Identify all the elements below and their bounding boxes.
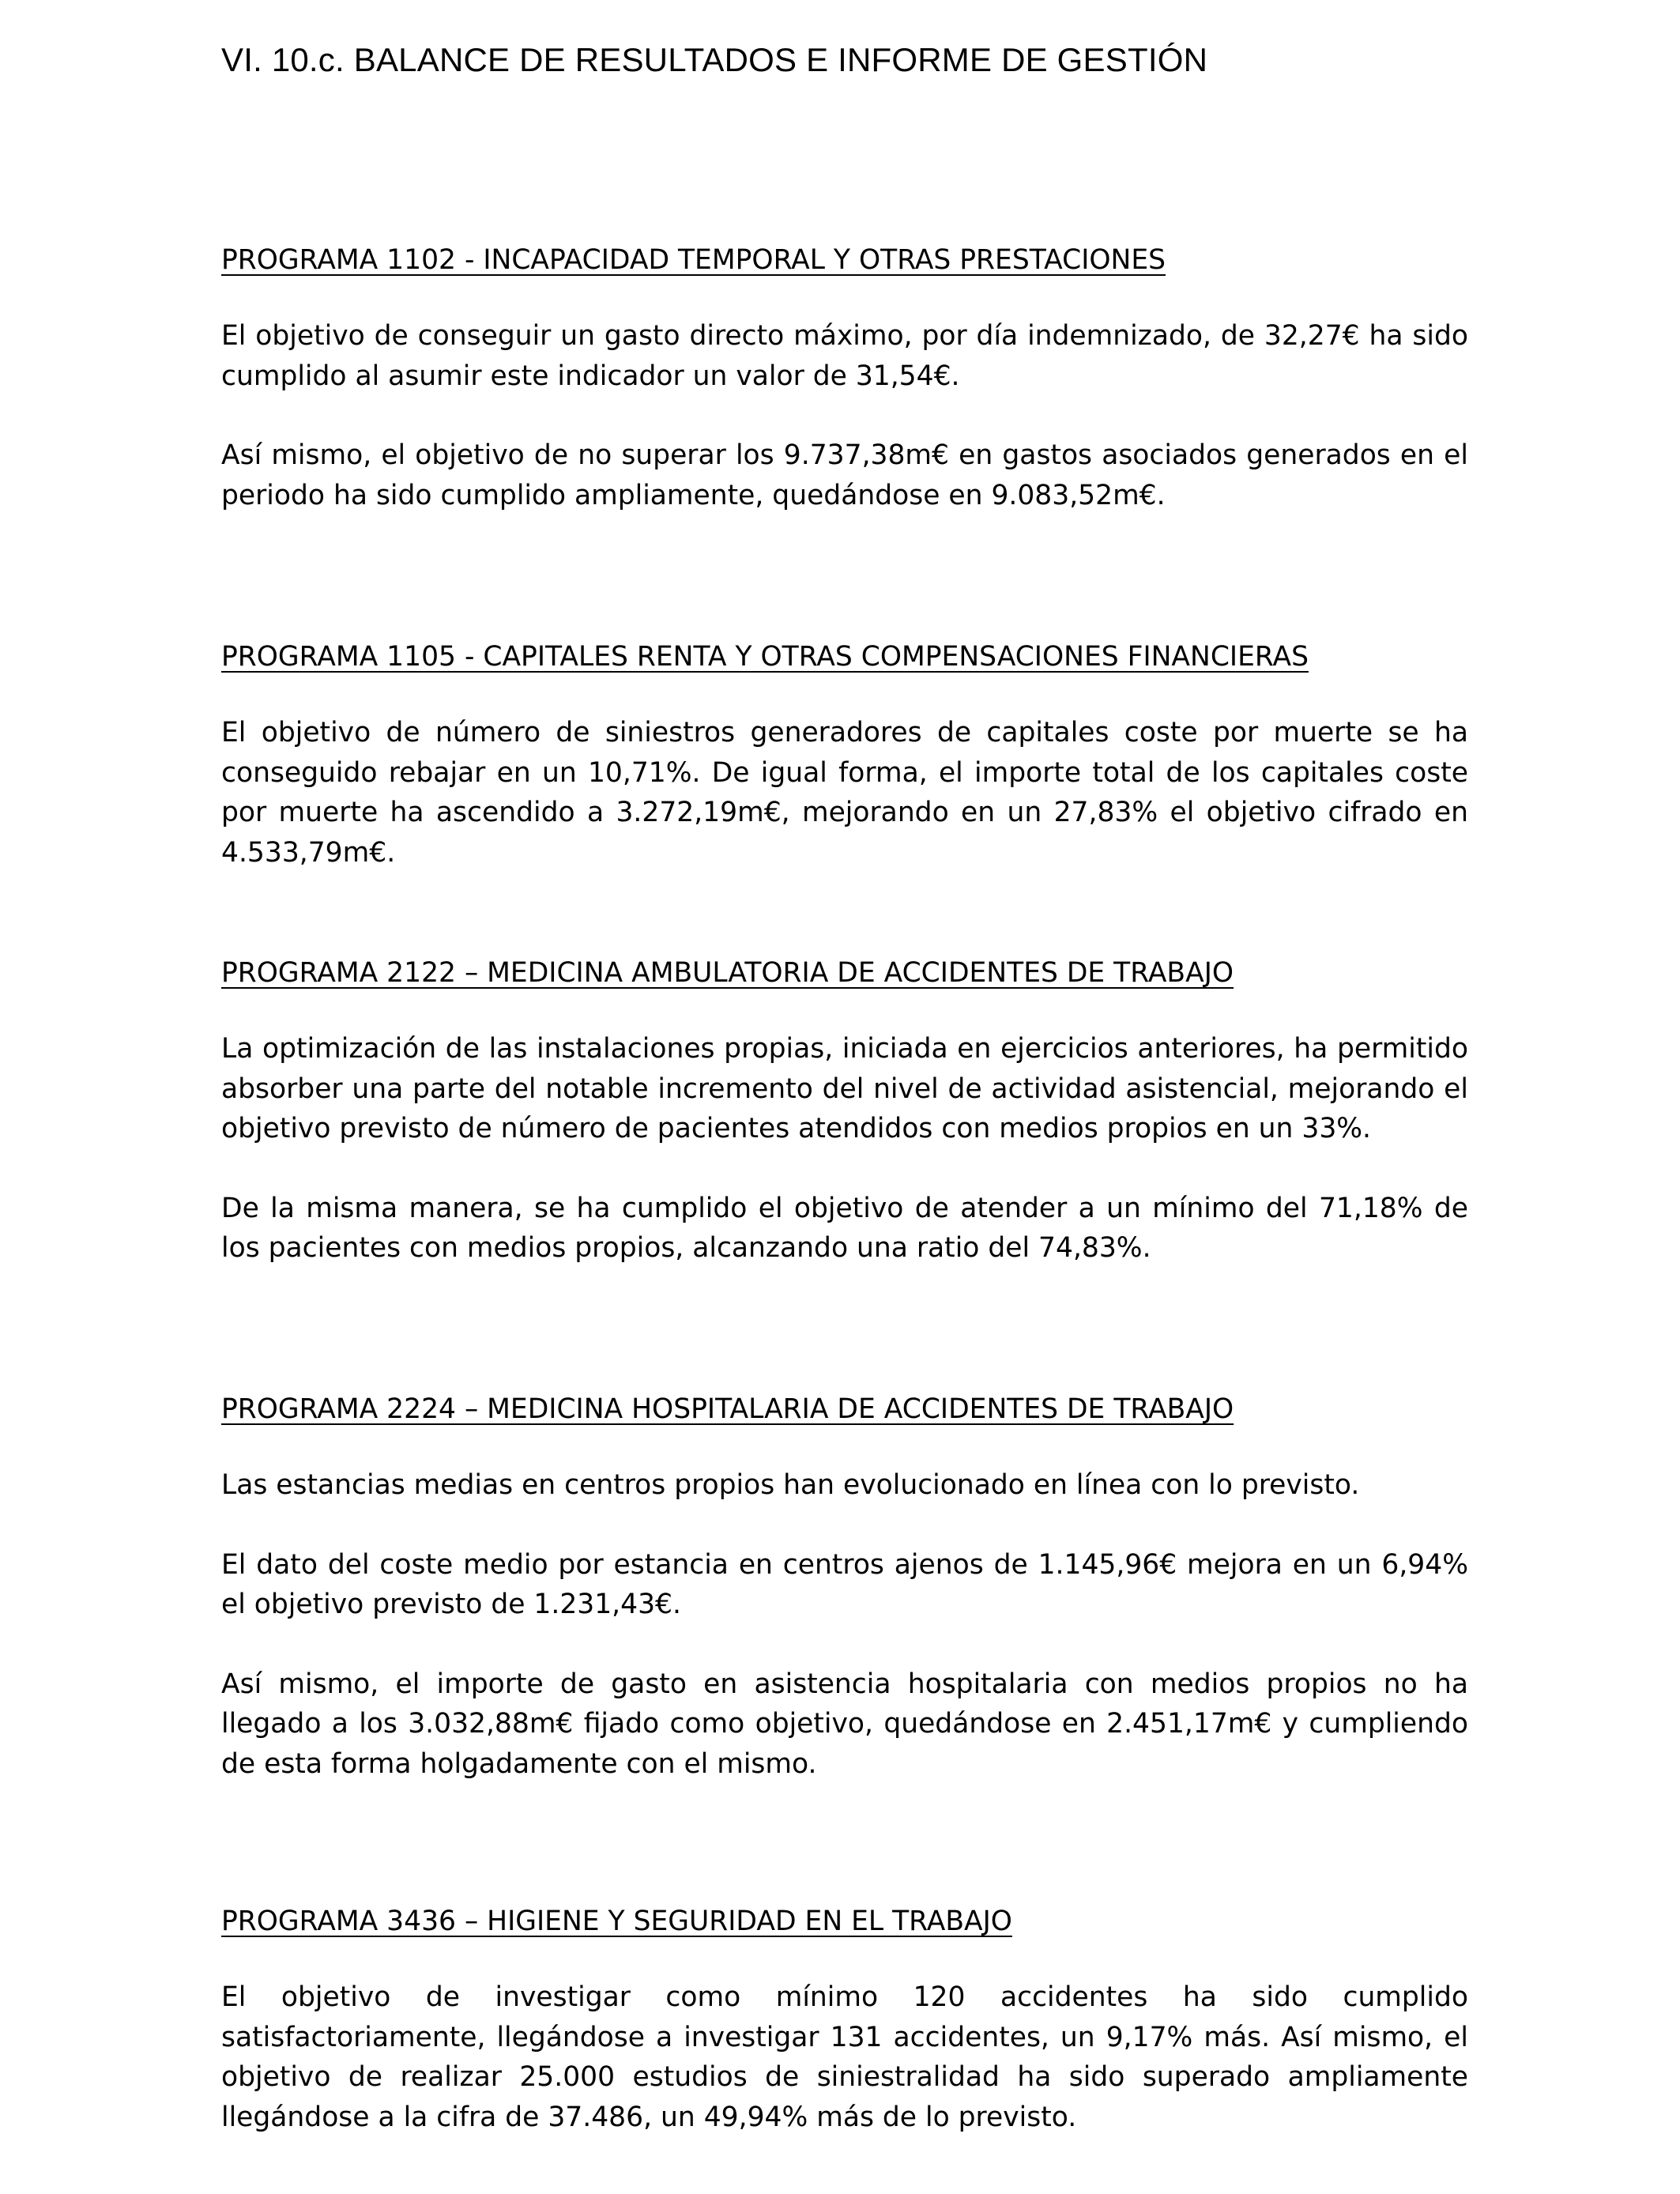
paragraph: La optimización de las instalaciones propias, iniciada en ejercicios anteriores, ha permitido absorber una parte del notable incremento del nivel de actividad asistencial, mejorando el objetivo previsto de número de pacientes atendidos con medios propios en un 33%. <box>221 1033 1468 1144</box>
section-heading: PROGRAMA 3436 – HIGIENE Y SEGURIDAD EN EL TRABAJO <box>221 1906 1012 1937</box>
section-programa-3436 <box>221 1902 1468 2137</box>
section-heading: PROGRAMA 1102 - INCAPACIDAD TEMPORAL Y OTRAS PRESTACIONES <box>221 244 1166 276</box>
section-heading: PROGRAMA 2122 – MEDICINA AMBULATORIA DE ACCIDENTES DE TRABAJO <box>221 957 1234 989</box>
section-heading: PROGRAMA 2224 – MEDICINA HOSPITALARIA DE ACCIDENTES DE TRABAJO <box>221 1393 1234 1425</box>
page-title: VI. 10.c. BALANCE DE RESULTADOS E INFORME DE GESTIÓN <box>221 41 1208 78</box>
paragraph: Así mismo, el importe de gasto en asistencia hospitalaria con medios propios no ha llegado a los 3.032,88m€ fijado como objetivo, quedándose en 2.451,17m€ y cumpliendo de esta forma holgadamente con el mismo. <box>221 1668 1468 1780</box>
section-programa-2122 <box>221 953 1468 1269</box>
section-programa-2224 <box>221 1389 1468 1784</box>
paragraph: De la misma manera, se ha cumplido el objetivo de atender a un mínimo del 71,18% de los pacientes con medios propios, alcanzando una ratio del 74,83%. <box>221 1192 1468 1264</box>
paragraph: Así mismo, el objetivo de no superar los 9.737,38m€ en gastos asociados generados en el periodo ha sido cumplido ampliamente, quedándose en 9.083,52m€. <box>221 439 1468 511</box>
paragraph: Las estancias medias en centros propios han evolucionado en línea con lo previsto. <box>221 1469 1360 1501</box>
section-programa-1102 <box>221 240 1468 515</box>
paragraph: El objetivo de conseguir un gasto directo máximo, por día indemnizado, de 32,27€ ha sido cumplido al asumir este indicador un valor de 31,54€. <box>221 320 1468 392</box>
paragraph: El objetivo de número de siniestros generadores de capitales coste por muerte se ha conseguido rebajar en un 10,71%. De igual forma, el importe total de los capitales coste por muerte ha ascendido a 3.272,19m€, mejorando en un 27,83% el objetivo cifrado en 4.533,79m€. <box>221 717 1468 869</box>
paragraph: El dato del coste medio por estancia en centros ajenos de 1.145,96€ mejora en un 6,94% el objetivo previsto de 1.231,43€. <box>221 1548 1468 1620</box>
section-programa-1105 <box>221 637 1468 873</box>
paragraph: El objetivo de investigar como mínimo 120 accidentes ha sido cumplido satisfactoriamente, llegándose a investigar 131 accidentes, un 9,17% más. Así mismo, el objetivo de realizar 25.000 estudios de siniestralidad ha sido superado ampliamente llegándose a la cifra de 37.486, un 49,94% más de lo previsto. <box>221 1981 1468 2133</box>
section-heading: PROGRAMA 1105 - CAPITALES RENTA Y OTRAS COMPENSACIONES FINANCIERAS <box>221 641 1309 673</box>
